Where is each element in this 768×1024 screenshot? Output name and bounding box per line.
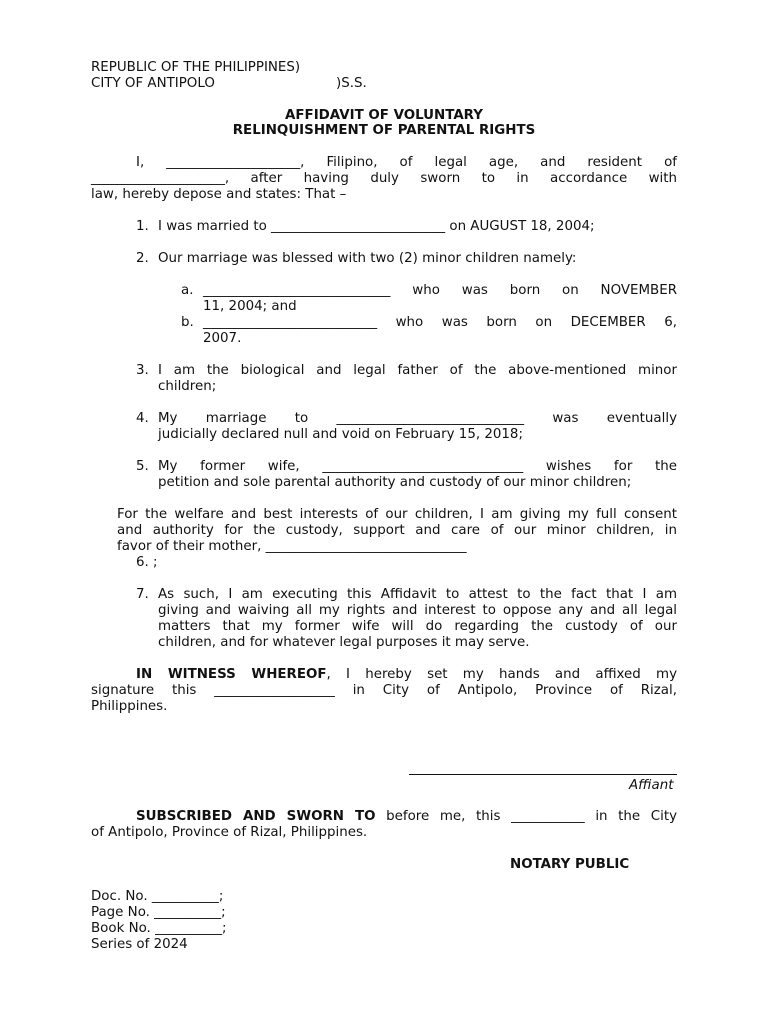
item-6-text: 6. ; [136,555,158,570]
sworn-bold: SUBSCRIBED AND SWORN TO [136,809,376,824]
welfare-line-3: favor of their mother, ______________________________ [117,539,467,554]
item-2a-line-2: 11, 2004; and [203,299,297,314]
book-no: Book No. __________; [91,921,227,936]
witness-line-1: IN WITNESS WHEREOF, I hereby set my hands and affixed my [136,667,677,682]
title-line-1: AFFIDAVIT OF VOLUNTARY [285,108,483,123]
title-line-2: RELINQUISHMENT OF PARENTAL RIGHTS [232,123,536,138]
sworn-line-1: SUBSCRIBED AND SWORN TO before me, this ___________ in the City [136,809,677,824]
intro-line-3: law, hereby depose and states: That – [91,187,347,202]
item-3-line-1: I am the biological and legal father of the above-mentioned minor [158,363,677,378]
affiant-signature-line [409,774,677,775]
sworn-line-2: of Antipolo, Province of Rizal, Philippines. [91,825,368,840]
item-7-line-3: matters that my former wife will do regarding the custody of our [158,619,677,634]
item-5-line-2: petition and sole parental authority and custody of our minor children; [158,475,632,490]
item-2a-letter: a. [181,283,194,298]
intro-line-2: ____________________, after having duly sworn to in accordance with [91,171,677,186]
item-2b-letter: b. [181,315,194,330]
item-3-number: 3. [136,363,149,378]
header-republic: REPUBLIC OF THE PHILIPPINES) [91,60,301,75]
affiant-label: Affiant [629,778,674,793]
intro-line-1: I, ____________________, Filipino, of legal age, and resident of [136,155,677,170]
item-7-line-1: As such, I am executing this Affidavit to attest to the fact that I am [158,587,677,602]
item-4-line-2: judicially declared null and void on February 15, 2018; [158,427,523,442]
witness-line-2: signature this __________________ in City of Antipolo, Province of Rizal, [91,683,677,698]
item-1-number: 1. [136,219,149,234]
series: Series of 2024 [91,937,188,952]
item-2a-line-1: ____________________________ who was born on NOVEMBER [203,283,677,298]
item-2-text: Our marriage was blessed with two (2) minor children namely: [158,251,577,266]
item-2-number: 2. [136,251,149,266]
item-7-line-2: giving and waiving all my rights and interest to oppose any and all legal [158,603,677,618]
item-4-number: 4. [136,411,149,426]
item-2b-line-1: __________________________ who was born on DECEMBER 6, [203,315,677,330]
doc-no: Doc. No. __________; [91,889,224,904]
header-city: CITY OF ANTIPOLO [91,76,215,91]
item-7-number: 7. [136,587,149,602]
header-ss: )S.S. [336,76,367,91]
notary-public-label: NOTARY PUBLIC [510,857,630,872]
page-no: Page No. __________; [91,905,226,920]
item-7-line-4: children, and for whatever legal purposes it may serve. [158,635,530,650]
item-5-line-1: My former wife, ______________________________ wishes for the [158,459,677,474]
witness-bold: IN WITNESS WHEREOF [136,667,327,682]
welfare-line-2: and authority for the custody, support and care of our minor children, in [117,523,677,538]
item-1-text: I was married to __________________________ on AUGUST 18, 2004; [158,219,595,234]
witness-line-3: Philippines. [91,699,168,714]
item-2b-line-2: 2007. [203,331,242,346]
welfare-line-1: For the welfare and best interests of our children, I am giving my full consent [117,507,677,522]
item-3-line-2: children; [158,379,217,394]
item-5-number: 5. [136,459,149,474]
item-4-line-1: My marriage to ____________________________ was eventually [158,411,677,426]
